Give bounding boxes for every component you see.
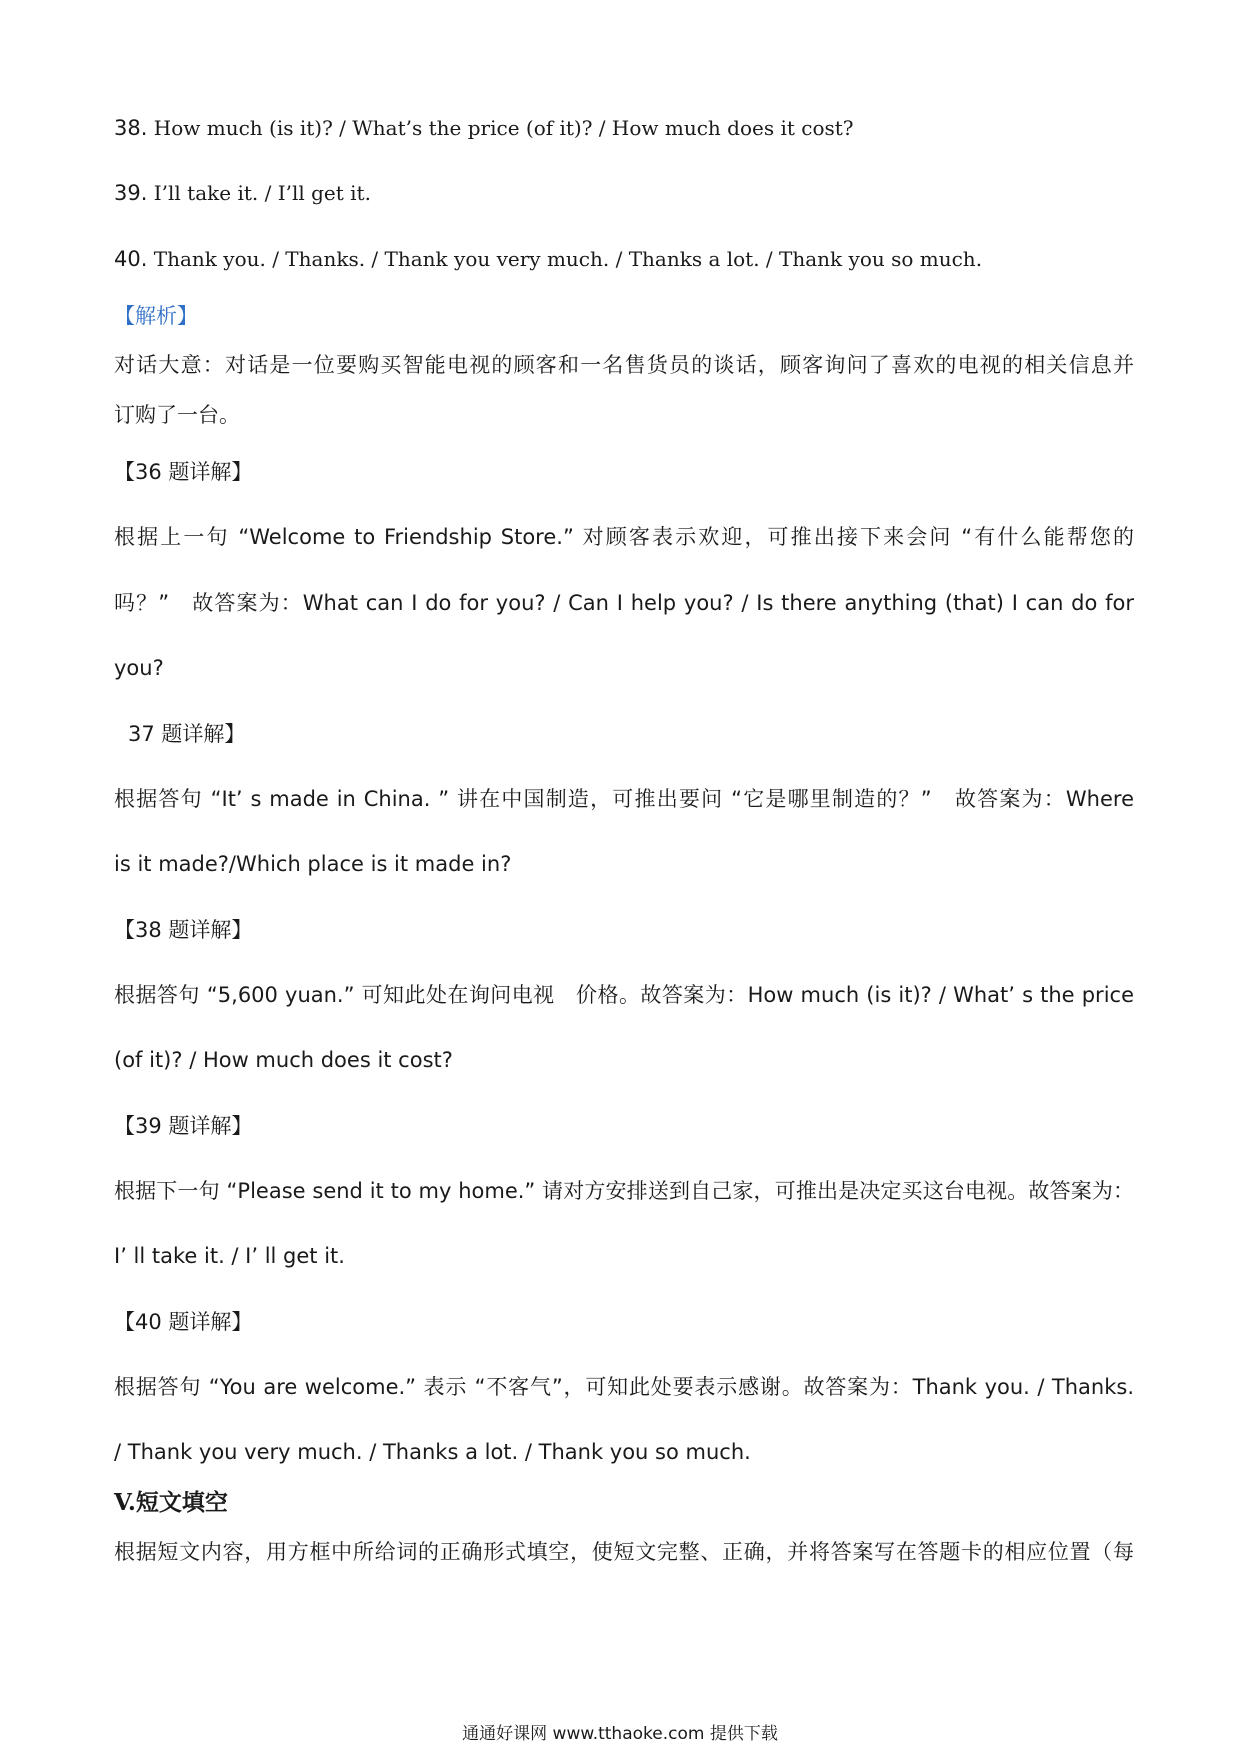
detail-line: 根据上一句 “Welcome to Friendship Store.” 对顾客表示欢迎，可推出接下来会问 “有什么能帮您的 [114,525,1134,549]
answer-text: I’ll take it. / I’ll get it. [153,181,371,205]
summary-line: 订购了一台。 [114,403,240,427]
section-intro: 根据短文内容，用方框中所给词的正确形式填空，使短文完整、正确，并将答案写在答题卡的相应位置（每 [114,1540,1134,1564]
analysis-tag: 【解析】 [114,304,198,328]
footer-credit: 通通好课网 www.tthaoke.com 提供下载 [462,1724,778,1744]
detail-line: I’ ll take it. / I’ ll get it. [114,1244,345,1268]
detail-heading-36: 【36 题详解】 [114,460,253,484]
answer-40 [114,244,1134,274]
detail-heading-40: 【40 题详解】 [114,1310,253,1334]
section-title: V.短文填空 [114,1489,228,1516]
detail-line: / Thank you very much. / Thanks a lot. / Thank you so much. [114,1440,751,1464]
detail-line: 根据答句 “5,600 yuan.” 可知此处在询问电视 价格。故答案为：How much (is it)? / What’ s the price [114,983,1134,1007]
summary-line: 对话大意：对话是一位要购买智能电视的顾客和一名售货员的谈话，顾客询问了喜欢的电视的相关信息并 [114,353,1134,377]
detail-line: 吗？” 故答案为：What can I do for you? / Can I help you? / Is there anything (that) I can do for [114,591,1134,615]
answer-number: 38. [114,116,148,140]
answer-number: 39. [114,181,148,205]
answer-text: How much (is it)? / What’s the price (of it)? / How much does it cost? [153,116,854,140]
detail-line: 根据答句 “You are welcome.” 表示 “不客气”，可知此处要表示感谢。故答案为：Thank you. / Thanks. [114,1375,1134,1399]
detail-line: is it made?/Which place is it made in? [114,852,512,876]
detail-heading-37: 37 题详解】 [128,722,246,746]
detail-line: 根据下一句 “Please send it to my home.” 请对方安排送到自己家，可推出是决定买这台电视。故答案为： [114,1179,1134,1203]
detail-line: you? [114,656,164,680]
detail-line: 根据答句 “It’ s made in China. ” 讲在中国制造，可推出要问 “它是哪里制造的？” 故答案为：Where [114,787,1134,811]
answer-text: Thank you. / Thanks. / Thank you very much. / Thanks a lot. / Thank you so much. [153,247,983,271]
answer-38 [114,113,1134,143]
answer-39 [114,178,1134,208]
detail-line: (of it)? / How much does it cost? [114,1048,453,1072]
detail-heading-39: 【39 题详解】 [114,1114,253,1138]
answer-number: 40. [114,247,148,271]
detail-heading-38: 【38 题详解】 [114,918,253,942]
